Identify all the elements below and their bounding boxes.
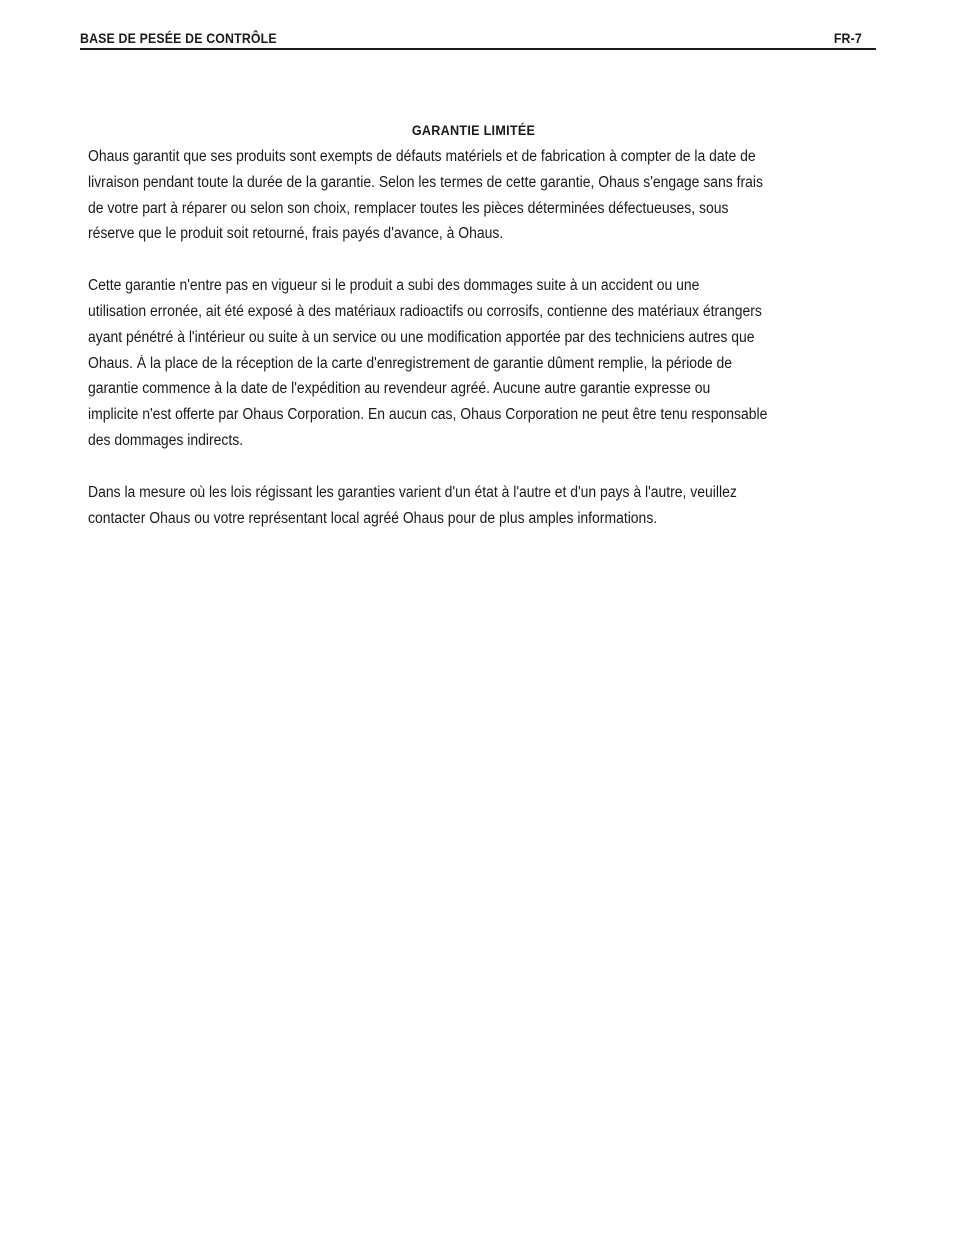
text-line: de votre part à réparer ou selon son choix, remplacer toutes les pièces déterminées défectueuses, sous xyxy=(88,199,729,217)
text-line: implicite n'est offerte par Ohaus Corporation. En aucun cas, Ohaus Corporation ne peut être tenu responsable xyxy=(88,406,768,424)
text-line: des dommages indirects. xyxy=(88,431,244,449)
paragraph-coverage xyxy=(88,144,878,247)
text-line: réserve que le produit soit retourné, frais payés d'avance, à Ohaus. xyxy=(88,225,504,243)
section-heading-text: GARANTIE LIMITÉE xyxy=(412,122,536,138)
paragraph-contact xyxy=(88,480,878,532)
text-line: Ohaus garantit que ses produits sont exempts de défauts matériels et de fabrication à compter de la date de xyxy=(88,148,756,165)
text-line: ayant pénétré à l'intérieur ou suite à un service ou une modification apportée par des techniciens autres que xyxy=(88,328,755,346)
document-title: BASE DE PESÉE DE CONTRÔLE xyxy=(80,30,277,46)
text-line: Ohaus. À la place de la réception de la carte d'enregistrement de garantie dûment remplie, la période de xyxy=(88,354,732,372)
page-header xyxy=(80,28,876,50)
text-line: livraison pendant toute la durée de la garantie. Selon les termes de cette garantie, Ohaus s'engage sans frais xyxy=(88,173,764,191)
text-line: Cette garantie n'entre pas en vigueur si le produit a subi des dommages suite à un accident ou une xyxy=(88,277,700,295)
text-line: garantie commence à la date de l'expédition au revendeur agréé. Aucune autre garantie expresse ou xyxy=(88,380,711,398)
text-line: Dans la mesure où les lois régissant les garanties varient d'un état à l'autre et d'un pays à l'autre, veuillez xyxy=(88,483,737,501)
paragraph-exclusions xyxy=(88,273,878,454)
text-line: contacter Ohaus ou votre représentant local agréé Ohaus pour de plus amples informations. xyxy=(88,509,658,527)
section-heading xyxy=(0,122,948,138)
text-line: utilisation erronée, ait été exposé à des matériaux radioactifs ou corrosifs, contienne des matériaux étrangers xyxy=(88,302,762,320)
page-number: FR-7 xyxy=(833,30,862,46)
warranty-body xyxy=(88,144,878,557)
